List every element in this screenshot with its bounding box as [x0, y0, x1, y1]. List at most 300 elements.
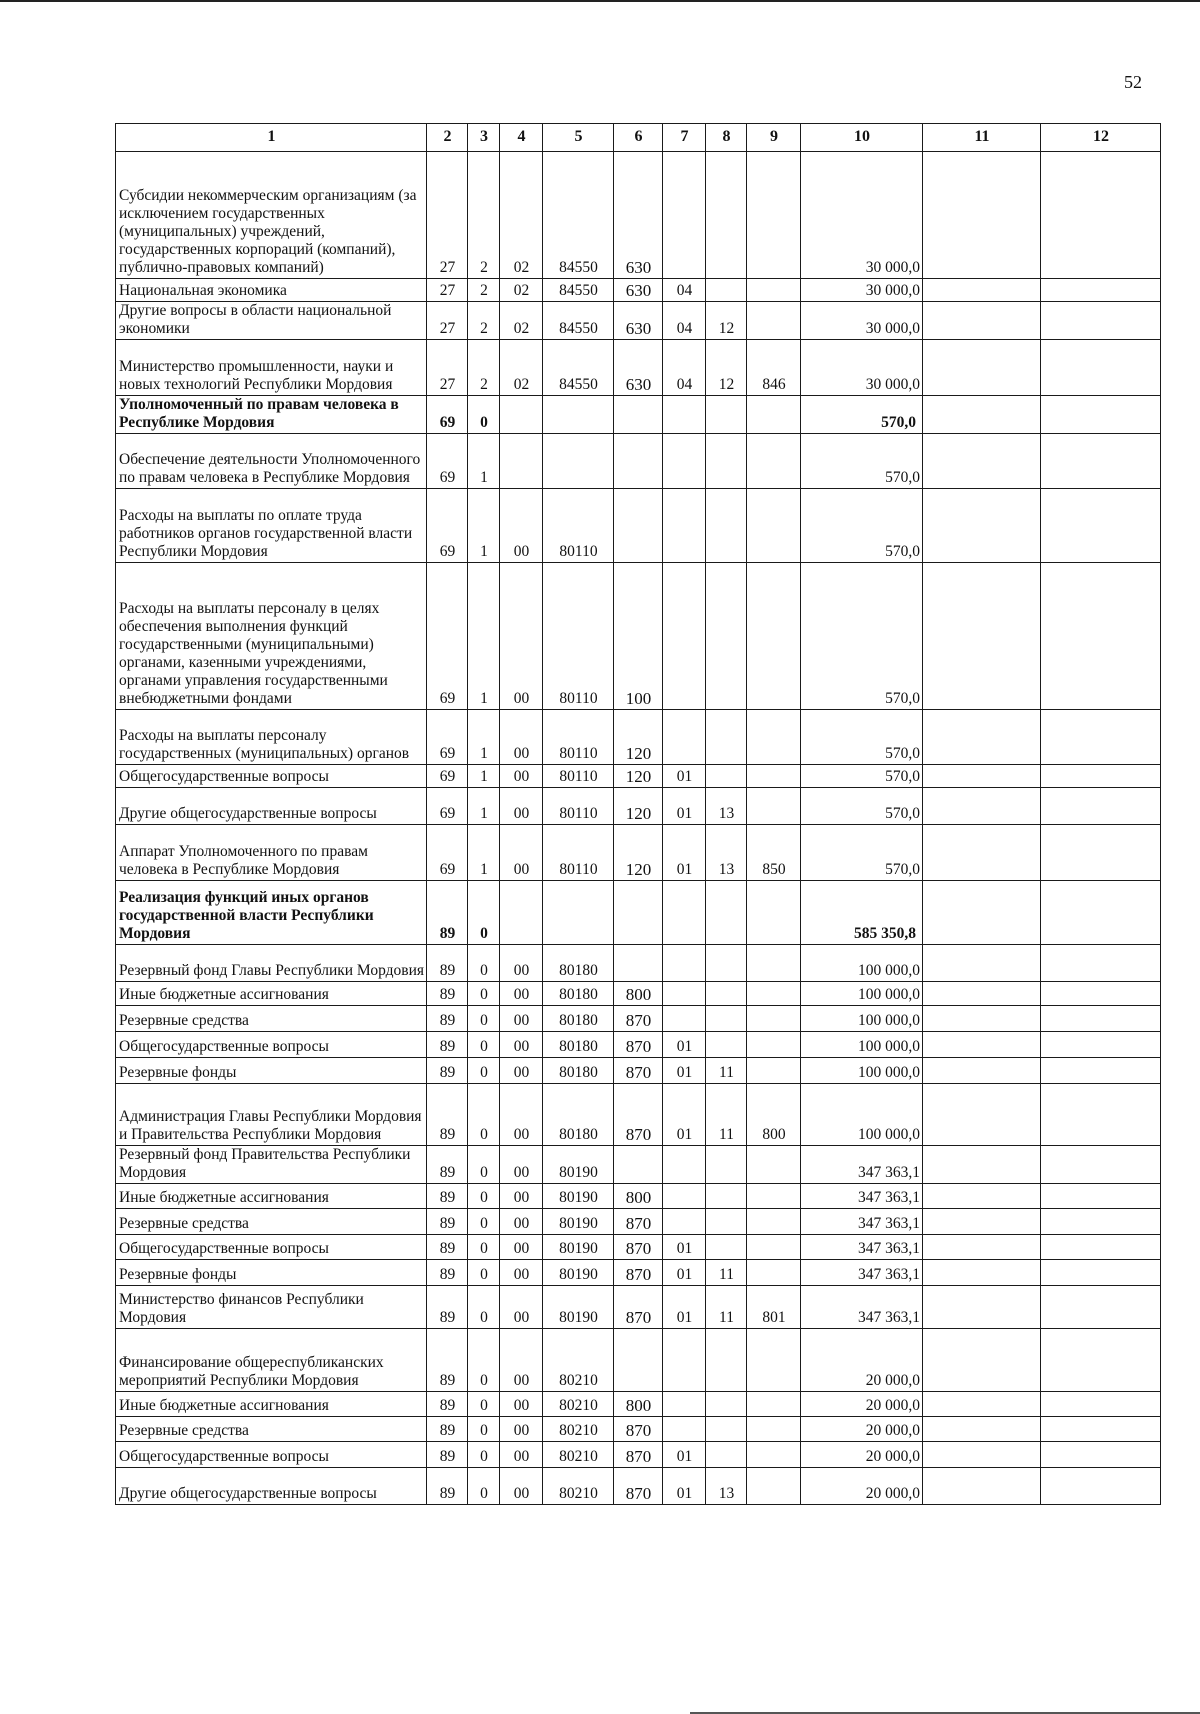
column-12-cell	[1041, 396, 1161, 434]
column-4-cell: 00	[500, 710, 543, 765]
column-8-cell	[706, 1442, 747, 1468]
column-5-cell: 80180	[543, 982, 614, 1006]
column-8-cell: 13	[706, 825, 747, 881]
column-10-cell: 347 363,1	[801, 1146, 923, 1184]
table-row	[116, 1235, 1161, 1260]
column-11-cell	[923, 881, 1041, 945]
column-4-cell: 00	[500, 1260, 543, 1286]
column-9-cell	[747, 881, 801, 945]
column-3-cell: 2	[468, 279, 500, 302]
column-5-cell: 80210	[543, 1329, 614, 1392]
column-6-cell: 120	[614, 765, 663, 788]
column-4-cell	[500, 396, 543, 434]
column-9-cell	[747, 1006, 801, 1032]
column-11-cell	[923, 396, 1041, 434]
column-9-cell: 800	[747, 1084, 801, 1146]
column-10-cell: 570,0	[801, 825, 923, 881]
column-10-cell: 100 000,0	[801, 1084, 923, 1146]
column-8-cell	[706, 489, 747, 563]
column-4-cell: 02	[500, 152, 543, 279]
column-10-cell: 570,0	[801, 788, 923, 825]
row-name-cell: Иные бюджетные ассигнования	[116, 982, 427, 1006]
row-name-cell: Национальная экономика	[116, 279, 427, 302]
column-3-cell: 0	[468, 1184, 500, 1209]
column-8-cell: 13	[706, 788, 747, 825]
column-5-cell: 84550	[543, 152, 614, 279]
column-11-cell	[923, 1260, 1041, 1286]
column-2-cell: 89	[427, 1084, 468, 1146]
column-8-cell: 11	[706, 1084, 747, 1146]
row-name-cell: Резервные средства	[116, 1417, 427, 1442]
column-4-cell: 00	[500, 1286, 543, 1329]
column-9-cell	[747, 1146, 801, 1184]
column-5-cell	[543, 434, 614, 489]
column-9-cell	[747, 1184, 801, 1209]
column-6-cell	[614, 945, 663, 982]
column-4-cell: 00	[500, 825, 543, 881]
row-name-cell: Уполномоченный по правам человека в Республике Мордовия	[116, 396, 427, 434]
column-7-cell	[663, 563, 706, 710]
column-6-cell: 870	[614, 1058, 663, 1084]
row-name-cell: Министерство промышленности, науки и новых технологий Республики Мордовия	[116, 340, 427, 396]
column-3-cell: 0	[468, 1286, 500, 1329]
row-name-cell: Общегосударственные вопросы	[116, 765, 427, 788]
column-5-cell: 80180	[543, 945, 614, 982]
column-9-cell	[747, 1235, 801, 1260]
column-11-cell	[923, 489, 1041, 563]
column-5-cell: 80190	[543, 1286, 614, 1329]
column-8-cell	[706, 881, 747, 945]
row-name-cell: Другие общегосударственные вопросы	[116, 788, 427, 825]
column-3-cell: 0	[468, 1146, 500, 1184]
column-header: 12	[1041, 124, 1161, 152]
column-2-cell: 69	[427, 563, 468, 710]
row-name-cell: Резервный фонд Главы Республики Мордовия	[116, 945, 427, 982]
column-7-cell	[663, 1392, 706, 1417]
column-4-cell: 02	[500, 302, 543, 340]
column-2-cell: 89	[427, 1442, 468, 1468]
table-row	[116, 396, 1161, 434]
column-7-cell: 01	[663, 1286, 706, 1329]
table-row	[116, 1417, 1161, 1442]
column-9-cell	[747, 1032, 801, 1058]
column-5-cell: 80110	[543, 765, 614, 788]
row-name-cell: Иные бюджетные ассигнования	[116, 1184, 427, 1209]
column-10-cell: 20 000,0	[801, 1392, 923, 1417]
column-6-cell: 120	[614, 710, 663, 765]
column-7-cell	[663, 1006, 706, 1032]
table-row	[116, 279, 1161, 302]
column-12-cell	[1041, 1209, 1161, 1235]
column-9-cell	[747, 765, 801, 788]
column-2-cell: 89	[427, 1468, 468, 1505]
column-8-cell: 13	[706, 1468, 747, 1505]
column-11-cell	[923, 1286, 1041, 1329]
column-3-cell: 0	[468, 1260, 500, 1286]
column-4-cell: 00	[500, 1209, 543, 1235]
column-2-cell: 89	[427, 1032, 468, 1058]
column-10-cell: 570,0	[801, 396, 923, 434]
column-12-cell	[1041, 1146, 1161, 1184]
row-name-cell: Министерство финансов Республики Мордовия	[116, 1286, 427, 1329]
column-2-cell: 89	[427, 1209, 468, 1235]
column-5-cell: 80110	[543, 825, 614, 881]
table-row	[116, 1032, 1161, 1058]
column-2-cell: 89	[427, 1392, 468, 1417]
column-11-cell	[923, 1209, 1041, 1235]
row-name-cell: Резервный фонд Правительства Республики Мордовия	[116, 1146, 427, 1184]
column-11-cell	[923, 1032, 1041, 1058]
table-row	[116, 302, 1161, 340]
column-6-cell: 120	[614, 788, 663, 825]
column-5-cell: 80110	[543, 563, 614, 710]
column-12-cell	[1041, 279, 1161, 302]
row-name-cell: Иные бюджетные ассигнования	[116, 1392, 427, 1417]
column-header: 6	[614, 124, 663, 152]
column-11-cell	[923, 1442, 1041, 1468]
column-3-cell: 1	[468, 825, 500, 881]
column-5-cell: 80210	[543, 1417, 614, 1442]
column-2-cell: 69	[427, 434, 468, 489]
column-3-cell: 0	[468, 945, 500, 982]
table-row	[116, 434, 1161, 489]
column-4-cell: 00	[500, 765, 543, 788]
column-6-cell: 630	[614, 302, 663, 340]
table-row	[116, 1146, 1161, 1184]
column-3-cell: 2	[468, 152, 500, 279]
column-3-cell: 0	[468, 1417, 500, 1442]
column-5-cell: 80190	[543, 1146, 614, 1184]
column-10-cell: 347 363,1	[801, 1286, 923, 1329]
column-7-cell: 01	[663, 1032, 706, 1058]
column-6-cell: 870	[614, 1006, 663, 1032]
column-8-cell: 12	[706, 302, 747, 340]
column-10-cell: 30 000,0	[801, 340, 923, 396]
column-12-cell	[1041, 1417, 1161, 1442]
column-12-cell	[1041, 489, 1161, 563]
column-header: 4	[500, 124, 543, 152]
column-5-cell: 80210	[543, 1468, 614, 1505]
column-8-cell	[706, 945, 747, 982]
column-10-cell: 347 363,1	[801, 1235, 923, 1260]
column-6-cell: 870	[614, 1260, 663, 1286]
column-12-cell	[1041, 302, 1161, 340]
column-8-cell	[706, 1209, 747, 1235]
column-12-cell	[1041, 1468, 1161, 1505]
column-7-cell	[663, 1184, 706, 1209]
column-8-cell	[706, 279, 747, 302]
column-10-cell: 585 350,8	[801, 881, 923, 945]
column-7-cell: 01	[663, 825, 706, 881]
column-6-cell: 800	[614, 1184, 663, 1209]
row-name-cell: Расходы на выплаты персоналу в целях обеспечения выполнения функций государственными (муниципальными) органами, казенными учреждениями, органами управления государственными внебюджетными фондами	[116, 563, 427, 710]
column-4-cell: 00	[500, 1417, 543, 1442]
column-2-cell: 27	[427, 152, 468, 279]
column-9-cell	[747, 1442, 801, 1468]
table-row	[116, 710, 1161, 765]
column-10-cell: 347 363,1	[801, 1184, 923, 1209]
column-2-cell: 89	[427, 1006, 468, 1032]
table-row	[116, 1260, 1161, 1286]
column-8-cell	[706, 1146, 747, 1184]
column-5-cell: 80180	[543, 1084, 614, 1146]
table-row	[116, 1329, 1161, 1392]
column-11-cell	[923, 434, 1041, 489]
table-row	[116, 1058, 1161, 1084]
column-3-cell: 1	[468, 434, 500, 489]
column-4-cell: 00	[500, 1329, 543, 1392]
column-8-cell	[706, 1417, 747, 1442]
column-11-cell	[923, 710, 1041, 765]
column-3-cell: 1	[468, 710, 500, 765]
column-7-cell: 01	[663, 788, 706, 825]
column-8-cell: 11	[706, 1286, 747, 1329]
column-8-cell	[706, 434, 747, 489]
column-4-cell: 00	[500, 1184, 543, 1209]
column-5-cell: 80190	[543, 1209, 614, 1235]
column-5-cell: 80180	[543, 1006, 614, 1032]
table-row	[116, 825, 1161, 881]
column-header: 10	[801, 124, 923, 152]
column-7-cell: 01	[663, 1468, 706, 1505]
column-12-cell	[1041, 1006, 1161, 1032]
table-row	[116, 489, 1161, 563]
column-10-cell: 570,0	[801, 765, 923, 788]
column-2-cell: 69	[427, 396, 468, 434]
column-4-cell: 02	[500, 279, 543, 302]
column-2-cell: 89	[427, 881, 468, 945]
column-2-cell: 27	[427, 302, 468, 340]
column-4-cell: 00	[500, 1468, 543, 1505]
column-6-cell: 630	[614, 279, 663, 302]
column-3-cell: 1	[468, 563, 500, 710]
column-4-cell: 00	[500, 563, 543, 710]
column-8-cell: 11	[706, 1058, 747, 1084]
column-6-cell: 870	[614, 1286, 663, 1329]
column-11-cell	[923, 788, 1041, 825]
table-row	[116, 1184, 1161, 1209]
column-6-cell	[614, 396, 663, 434]
column-6-cell: 870	[614, 1442, 663, 1468]
column-3-cell: 0	[468, 1468, 500, 1505]
column-11-cell	[923, 945, 1041, 982]
column-6-cell: 120	[614, 825, 663, 881]
column-10-cell: 100 000,0	[801, 945, 923, 982]
budget-table	[115, 123, 1161, 1505]
column-6-cell: 630	[614, 152, 663, 279]
column-2-cell: 89	[427, 1286, 468, 1329]
column-3-cell: 1	[468, 489, 500, 563]
column-11-cell	[923, 1184, 1041, 1209]
column-10-cell: 20 000,0	[801, 1329, 923, 1392]
column-11-cell	[923, 302, 1041, 340]
column-4-cell	[500, 434, 543, 489]
column-12-cell	[1041, 1260, 1161, 1286]
column-10-cell: 20 000,0	[801, 1417, 923, 1442]
row-name-cell: Резервные средства	[116, 1209, 427, 1235]
column-8-cell	[706, 1006, 747, 1032]
column-2-cell: 89	[427, 1417, 468, 1442]
column-7-cell	[663, 396, 706, 434]
column-6-cell: 870	[614, 1468, 663, 1505]
column-11-cell	[923, 1468, 1041, 1505]
column-11-cell	[923, 1006, 1041, 1032]
column-2-cell: 27	[427, 279, 468, 302]
row-name-cell: Финансирование общереспубликанских мероприятий Республики Мордовия	[116, 1329, 427, 1392]
row-name-cell: Расходы на выплаты персоналу государственных (муниципальных) органов	[116, 710, 427, 765]
column-3-cell: 1	[468, 788, 500, 825]
column-9-cell: 801	[747, 1286, 801, 1329]
column-10-cell: 347 363,1	[801, 1209, 923, 1235]
column-12-cell	[1041, 340, 1161, 396]
column-7-cell	[663, 1146, 706, 1184]
row-name-cell: Администрация Главы Республики Мордовия и Правительства Республики Мордовия	[116, 1084, 427, 1146]
column-9-cell	[747, 302, 801, 340]
column-5-cell: 80190	[543, 1184, 614, 1209]
column-10-cell: 100 000,0	[801, 982, 923, 1006]
column-11-cell	[923, 982, 1041, 1006]
column-3-cell: 0	[468, 1442, 500, 1468]
column-11-cell	[923, 1417, 1041, 1442]
column-10-cell: 30 000,0	[801, 279, 923, 302]
column-4-cell: 00	[500, 1442, 543, 1468]
header-row	[116, 124, 1161, 152]
column-3-cell: 0	[468, 1032, 500, 1058]
column-8-cell	[706, 982, 747, 1006]
column-9-cell	[747, 788, 801, 825]
table-row	[116, 945, 1161, 982]
column-4-cell: 00	[500, 489, 543, 563]
column-8-cell	[706, 1235, 747, 1260]
column-10-cell: 100 000,0	[801, 1006, 923, 1032]
column-11-cell	[923, 1146, 1041, 1184]
column-11-cell	[923, 1058, 1041, 1084]
column-10-cell: 30 000,0	[801, 152, 923, 279]
column-9-cell	[747, 563, 801, 710]
column-2-cell: 89	[427, 1184, 468, 1209]
column-7-cell: 01	[663, 765, 706, 788]
column-6-cell: 870	[614, 1235, 663, 1260]
column-10-cell: 20 000,0	[801, 1442, 923, 1468]
column-6-cell: 870	[614, 1084, 663, 1146]
column-12-cell	[1041, 1184, 1161, 1209]
column-8-cell	[706, 1329, 747, 1392]
column-3-cell: 2	[468, 340, 500, 396]
column-11-cell	[923, 152, 1041, 279]
column-6-cell	[614, 1329, 663, 1392]
column-5-cell: 80210	[543, 1392, 614, 1417]
column-2-cell: 89	[427, 1329, 468, 1392]
column-header: 5	[543, 124, 614, 152]
column-6-cell: 870	[614, 1209, 663, 1235]
column-12-cell	[1041, 1442, 1161, 1468]
column-3-cell: 1	[468, 765, 500, 788]
column-4-cell: 02	[500, 340, 543, 396]
column-7-cell	[663, 710, 706, 765]
column-header: 8	[706, 124, 747, 152]
column-4-cell: 00	[500, 945, 543, 982]
column-4-cell: 00	[500, 1392, 543, 1417]
column-9-cell	[747, 396, 801, 434]
column-8-cell	[706, 765, 747, 788]
column-9-cell	[747, 945, 801, 982]
table-row	[116, 152, 1161, 279]
column-8-cell	[706, 1032, 747, 1058]
column-7-cell	[663, 152, 706, 279]
column-10-cell: 100 000,0	[801, 1032, 923, 1058]
row-name-cell: Другие общегосударственные вопросы	[116, 1468, 427, 1505]
column-9-cell	[747, 1058, 801, 1084]
column-8-cell	[706, 396, 747, 434]
column-2-cell: 69	[427, 710, 468, 765]
column-3-cell: 0	[468, 1006, 500, 1032]
column-7-cell	[663, 1417, 706, 1442]
column-2-cell: 89	[427, 1146, 468, 1184]
column-2-cell: 69	[427, 765, 468, 788]
column-6-cell: 630	[614, 340, 663, 396]
column-2-cell: 89	[427, 945, 468, 982]
column-9-cell	[747, 434, 801, 489]
column-5-cell: 80110	[543, 489, 614, 563]
column-11-cell	[923, 1392, 1041, 1417]
column-2-cell: 27	[427, 340, 468, 396]
table-row	[116, 1084, 1161, 1146]
column-7-cell: 01	[663, 1084, 706, 1146]
column-10-cell: 570,0	[801, 563, 923, 710]
table-row	[116, 982, 1161, 1006]
column-12-cell	[1041, 945, 1161, 982]
column-2-cell: 89	[427, 982, 468, 1006]
column-5-cell: 80190	[543, 1235, 614, 1260]
column-8-cell	[706, 710, 747, 765]
column-8-cell: 11	[706, 1260, 747, 1286]
column-10-cell: 20 000,0	[801, 1468, 923, 1505]
table-row	[116, 1286, 1161, 1329]
column-2-cell: 89	[427, 1058, 468, 1084]
table-row	[116, 788, 1161, 825]
column-12-cell	[1041, 1286, 1161, 1329]
column-header: 9	[747, 124, 801, 152]
column-12-cell	[1041, 1329, 1161, 1392]
row-name-cell: Реализация функций иных органов государственной власти Республики Мордовия	[116, 881, 427, 945]
column-7-cell: 01	[663, 1260, 706, 1286]
column-12-cell	[1041, 825, 1161, 881]
column-6-cell: 100	[614, 563, 663, 710]
column-7-cell	[663, 489, 706, 563]
table-row	[116, 1468, 1161, 1505]
column-header: 2	[427, 124, 468, 152]
column-2-cell: 89	[427, 1260, 468, 1286]
column-4-cell: 00	[500, 1032, 543, 1058]
column-10-cell: 100 000,0	[801, 1058, 923, 1084]
column-6-cell: 800	[614, 982, 663, 1006]
column-6-cell	[614, 489, 663, 563]
column-11-cell	[923, 563, 1041, 710]
column-12-cell	[1041, 1058, 1161, 1084]
column-9-cell	[747, 1468, 801, 1505]
column-12-cell	[1041, 1235, 1161, 1260]
column-5-cell: 84550	[543, 340, 614, 396]
column-8-cell	[706, 1392, 747, 1417]
table-row	[116, 1442, 1161, 1468]
column-4-cell: 00	[500, 1146, 543, 1184]
column-6-cell: 870	[614, 1417, 663, 1442]
column-7-cell: 01	[663, 1235, 706, 1260]
column-9-cell: 846	[747, 340, 801, 396]
column-11-cell	[923, 1329, 1041, 1392]
column-12-cell	[1041, 563, 1161, 710]
column-6-cell	[614, 881, 663, 945]
